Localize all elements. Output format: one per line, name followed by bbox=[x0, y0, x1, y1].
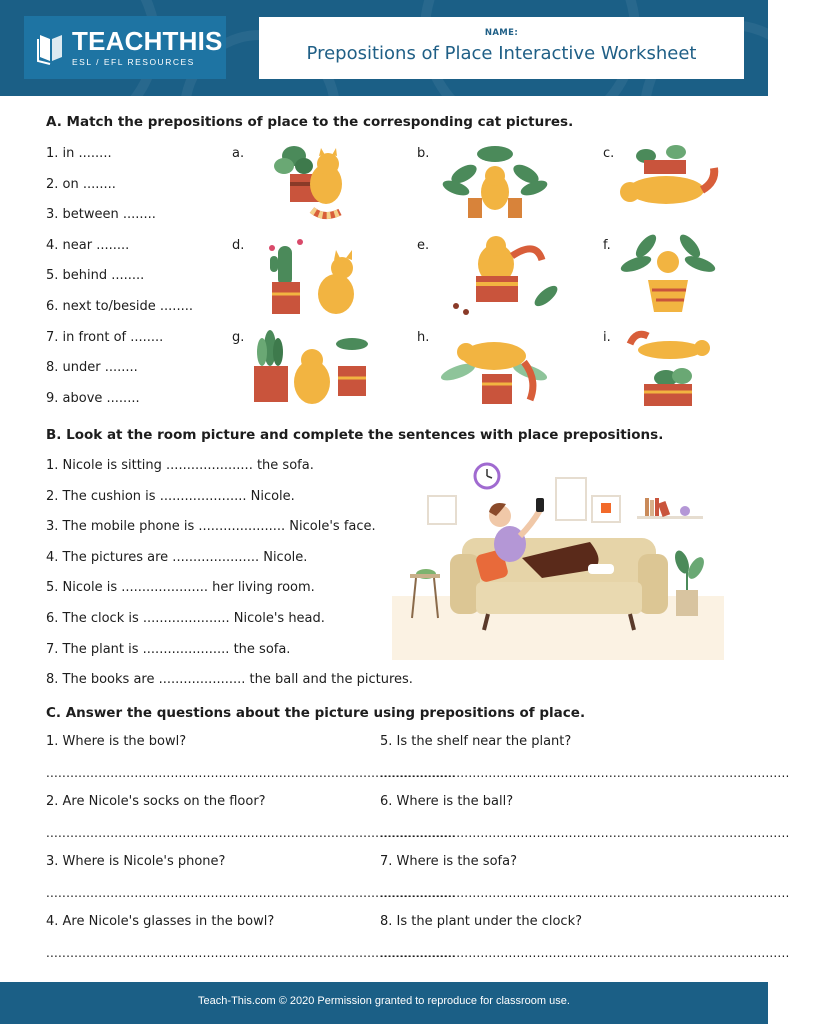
picture-letter: a. bbox=[232, 146, 245, 161]
match-item: 9. above ........ bbox=[46, 391, 140, 406]
sentence-item: 5. Nicole is ..................... her living room. bbox=[46, 580, 315, 595]
cat-picture-c bbox=[616, 142, 726, 212]
cat-picture-h bbox=[438, 326, 548, 412]
cat-picture-b bbox=[442, 140, 548, 224]
match-item: 3. between ........ bbox=[46, 207, 156, 222]
match-item: 6. next to/beside ........ bbox=[46, 299, 193, 314]
cat-picture-d bbox=[262, 236, 362, 320]
answer-line[interactable]: ...................................................................................................... bbox=[46, 946, 456, 960]
answer-line[interactable]: ...................................................................................................... bbox=[380, 766, 790, 780]
logo-text: TEACHTHIS bbox=[72, 26, 223, 56]
question-item: 5. Is the shelf near the plant? bbox=[380, 734, 572, 749]
match-item: 8. under ........ bbox=[46, 360, 138, 375]
section-a-title: A. Match the prepositions of place to the corresponding cat pictures. bbox=[46, 114, 574, 130]
question-item: 6. Where is the ball? bbox=[380, 794, 514, 809]
picture-letter: d. bbox=[232, 238, 245, 253]
section-b-title: B. Look at the room picture and complete the sentences with place prepositions. bbox=[46, 427, 664, 443]
page-title: Prepositions of Place Interactive Worksheet bbox=[306, 43, 697, 64]
footer bbox=[0, 982, 768, 1024]
picture-letter: e. bbox=[417, 238, 430, 253]
name-label: NAME: bbox=[484, 28, 519, 38]
match-item: 5. behind ........ bbox=[46, 268, 145, 283]
picture-letter: h. bbox=[417, 330, 430, 345]
book-icon bbox=[36, 31, 66, 65]
picture-letter: f. bbox=[603, 238, 611, 253]
sentence-item: 4. The pictures are ..................... Nicole. bbox=[46, 550, 308, 565]
footer-text: Teach-This.com © 2020 Permission granted to reproduce for classroom use. bbox=[198, 995, 570, 1007]
sentence-item: 7. The plant is ..................... the sofa. bbox=[46, 642, 291, 657]
match-item: 2. on ........ bbox=[46, 177, 116, 192]
sentence-item: 3. The mobile phone is ..................... Nicole's face. bbox=[46, 519, 376, 534]
cat-picture-i bbox=[626, 326, 716, 412]
cat-picture-f bbox=[616, 234, 720, 320]
answer-line[interactable]: ...................................................................................................... bbox=[380, 886, 790, 900]
question-item: 7. Where is the sofa? bbox=[380, 854, 517, 869]
answer-line[interactable]: ...................................................................................................... bbox=[46, 886, 456, 900]
picture-letter: g. bbox=[232, 330, 245, 345]
cat-picture-g bbox=[248, 326, 376, 412]
match-item: 4. near ........ bbox=[46, 238, 130, 253]
answer-line[interactable]: ...................................................................................................... bbox=[46, 766, 456, 780]
question-item: 3. Where is Nicole's phone? bbox=[46, 854, 226, 869]
header-banner bbox=[0, 0, 768, 96]
logo-subtitle: ESL / EFL RESOURCES bbox=[72, 57, 195, 67]
match-item: 7. in front of ........ bbox=[46, 330, 164, 345]
cat-picture-a bbox=[272, 140, 352, 226]
cat-picture-e bbox=[446, 234, 566, 320]
picture-letter: i. bbox=[603, 330, 611, 345]
question-item: 4. Are Nicole's glasses in the bowl? bbox=[46, 914, 275, 929]
title-box bbox=[259, 17, 744, 79]
question-item: 2. Are Nicole's socks on the floor? bbox=[46, 794, 266, 809]
question-item: 1. Where is the bowl? bbox=[46, 734, 187, 749]
match-item: 1. in ........ bbox=[46, 146, 112, 161]
picture-letter: b. bbox=[417, 146, 430, 161]
living-room-picture bbox=[392, 458, 724, 660]
answer-line[interactable]: ...................................................................................................... bbox=[46, 826, 456, 840]
sentence-item: 6. The clock is ..................... Nicole's head. bbox=[46, 611, 325, 626]
section-c-title: C. Answer the questions about the picture using prepositions of place. bbox=[46, 705, 586, 721]
answer-line[interactable]: ...................................................................................................... bbox=[380, 946, 790, 960]
answer-line[interactable]: ...................................................................................................... bbox=[380, 826, 790, 840]
logo bbox=[24, 16, 226, 79]
sentence-item: 2. The cushion is ..................... Nicole. bbox=[46, 489, 295, 504]
question-item: 8. Is the plant under the clock? bbox=[380, 914, 583, 929]
sentence-item: 8. The books are ..................... the ball and the pictures. bbox=[46, 672, 413, 687]
picture-letter: c. bbox=[603, 146, 615, 161]
sentence-item: 1. Nicole is sitting ..................... the sofa. bbox=[46, 458, 314, 473]
